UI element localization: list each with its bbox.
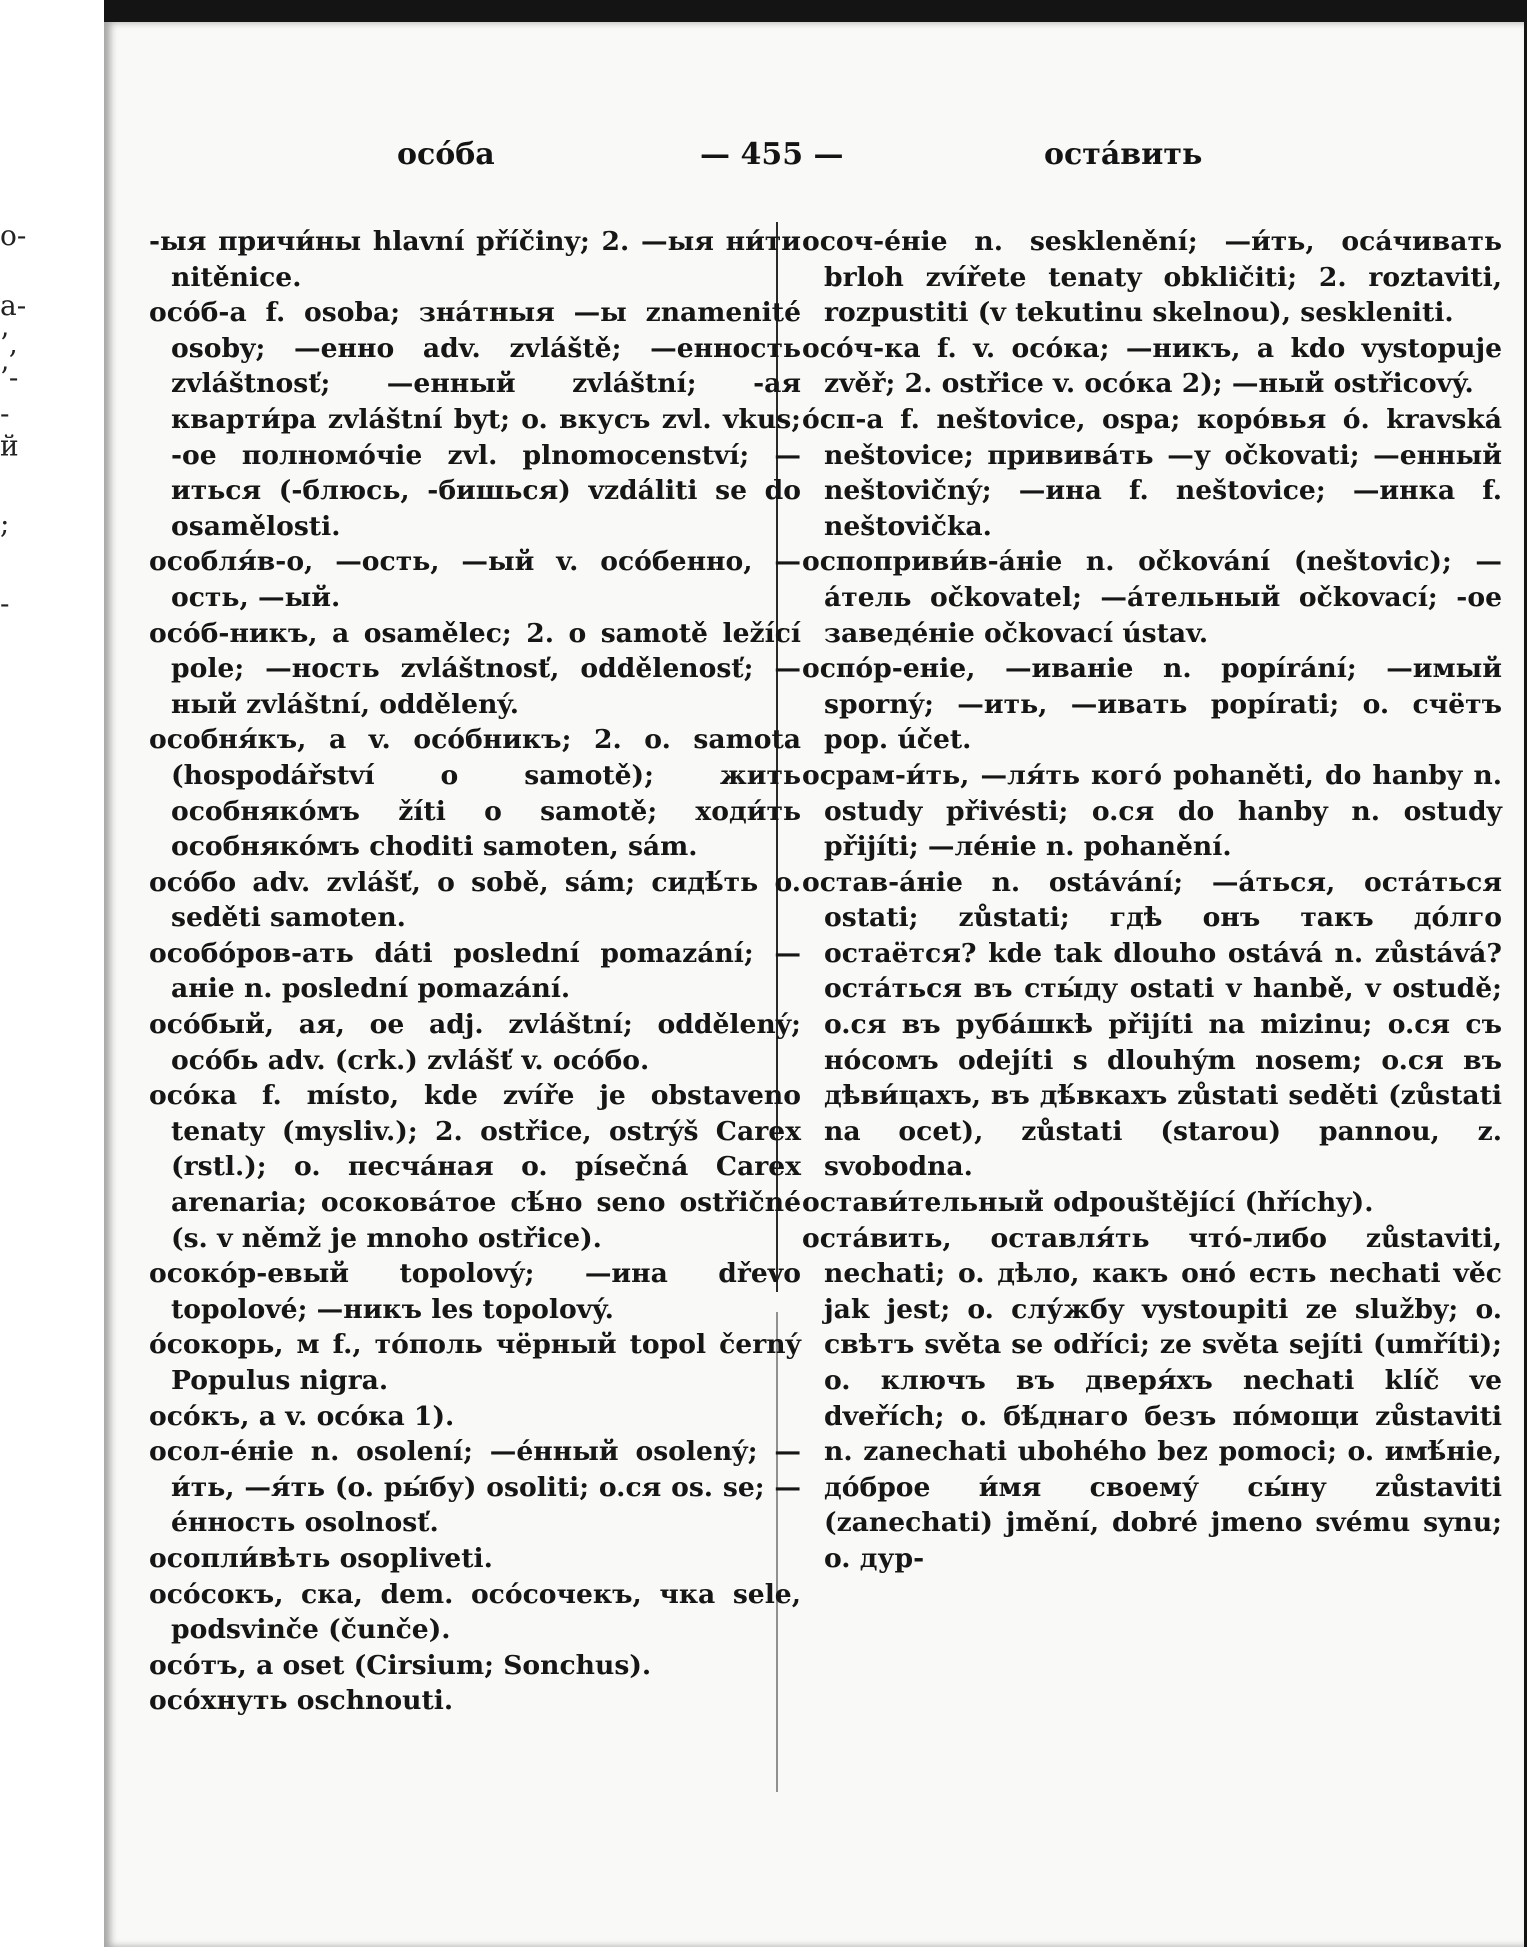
- margin-fragment: ;: [0, 507, 10, 540]
- dictionary-entry: осо́б-а f. osoba; зна́тныя —ы znamenité osoby; —енно adv. zvláště; —енность zvláštnosť; —енный zvláštní; -ая кварти́ра zvláštní byt; o. вкусъ zvl. vkus; -ое полномо́чіе zvl. plnomocenství; —иться (-блюсь, -бишься) vzdáliti se do osamělosti.: [149, 297, 801, 542]
- margin-fragment: ’,: [0, 327, 18, 360]
- dictionary-entry: осоч-е́ніе n. sesklenění; —и́ть, оса́чивать brloh zvířete tenaty obkličiti; 2. roztaviti, rozpustiti (v tekutinu skelnou), seskleniti.: [802, 226, 1502, 329]
- margin-fragment: o-: [0, 219, 27, 252]
- dictionary-entry: осо́бо adv. zvlášť, o sobě, sám; сидѣ́ть o. seděti samoten.: [149, 866, 801, 934]
- dictionary-entry: осол-е́ніе n. osolení; —е́нный osolený; —и́ть, —я́ть (o. ры́бу) osoliti; o.ся os. se; —е́нность osolnosť.: [149, 1436, 801, 1539]
- dictionary-entry: осо́бый, ая, ое adj. zvláštní; oddělený; осо́бь adv. (crk.) zvlášť v. осо́бо.: [149, 1009, 801, 1076]
- dictionary-entry: осо́хнуть oschnouti.: [149, 1685, 454, 1717]
- header-first-word: осо́ба: [397, 137, 495, 172]
- dictionary-entry: осо́къ, a v. осо́ка 1).: [149, 1400, 455, 1432]
- margin-fragment: -: [0, 397, 10, 430]
- dictionary-entry: особо́ров-ать dáti poslední pomazání; —аніе n. poslední pomazání.: [149, 937, 801, 1005]
- dictionary-entry: о́сп-а f. neštovice, ospa; коро́вья о́. kravská neštovice; прививáть —у očkovati; —енный neštovičný; —ина f. neštovice; —инка f. neštovička.: [802, 403, 1502, 542]
- dictionary-entry: осо́б-никъ, a osamělec; 2. o samotě ležící pole; —ность zvláštnosť, oddělenosť; —ный zvláštní, oddělený.: [149, 617, 801, 720]
- dictionary-entry: осо́сокъ, ска, dem. осо́сочекъ, чка sele, podsvinče (čunče).: [149, 1578, 801, 1646]
- right-column: [802, 224, 1502, 1577]
- dictionary-page: [104, 22, 1524, 1947]
- previous-page-edge: [0, 0, 104, 1947]
- dictionary-entry: осоко́р-евый topolový; —ина dřevo topolové; —никъ les topolový.: [149, 1258, 801, 1325]
- dictionary-entry: особля́в-о, —ость, —ый v. осо́бенно, —ость, —ый.: [149, 546, 801, 613]
- left-column: [149, 224, 801, 1719]
- margin-fragment: a-: [0, 289, 27, 322]
- dictionary-entry: осрам-и́ть, —ля́ть кого́ pohaněti, do hanby n. ostudy přivésti; o.ся do hanby n. ostudy přijíti; —ле́ніе n. pohanění.: [802, 759, 1502, 863]
- dictionary-entry: особня́къ, a v. осо́бникъ; 2. o. samota (hospodářství o samotě); жить особняко́мъ žíti o samotě; ходи́ть особняко́мъ choditi samoten, sám.: [149, 724, 801, 863]
- dictionary-entry: -ыя причи́ны hlavní příčiny; 2. —ыя ни́ти nitěnice.: [149, 226, 801, 293]
- dictionary-entry: оспоприви́в-а́ніе n. očkování (neštovic); —а́тель očkovatel; —а́тельный očkovací; -ое заведе́ніе očkovací ústav.: [802, 546, 1502, 649]
- page-number: — 455 —: [700, 137, 844, 172]
- header-last-word: оста́вить: [1044, 137, 1203, 172]
- dictionary-entry: осо́ч-ка f. v. осо́ка; —никъ, a kdo vystopuje zvěř; 2. ostřice v. осо́ка 2); —ный ostřicový.: [802, 332, 1502, 400]
- margin-fragment: ’-: [0, 361, 19, 394]
- dictionary-entry: осо́ка f. místo, kde zvíře je obstaveno tenaty (mysliv.); 2. ostřice, ostrýš Carex (rstl.); o. песча́ная o. písečná Carex arenaria; осокова́тое сѣ́но seno ostřičné (s. v němž je mnoho ostřice).: [149, 1080, 801, 1254]
- running-header: [104, 137, 1524, 187]
- dictionary-entry: остав-а́ніе n. ostávání; —а́ться, оста́ться ostati; zůstati; гдѣ онъ такъ до́лго остаётся? kde tak dlouho ostává n. zůstává? оста́ться въ сты́ду ostati v hanbě, v ostudě; o.ся въ руба́шкѣ přijíti na mizinu; o.ся съ но́сомъ odejíti s dlouhým nosem; o.ся въ дѣви́цахъ, въ дѣ́вкахъ zůstati seděti (zůstati na ocet), zůstati (starou) pannou, z. svobodna.: [802, 866, 1502, 1183]
- margin-fragment: -: [0, 587, 10, 620]
- dictionary-entry: осопли́вѣть osopliveti.: [149, 1542, 493, 1574]
- dictionary-entry: оста́вить, оставля́ть что́-либо zůstaviti, nechati; o. дѣло, какъ оно́ есть nechati věc jak jest; o. слу́жбу vystoupiti ze služby; o. свѣтъ světa se odříci; ze světa sejíti (umříti); o. ключъ въ дверя́хъ nechati klíč ve dveřích; o. бѣ́днаго безъ по́мощи zůstaviti n. zanechati ubohého bez pomoci; o. имѣ́ніе, до́брое и́мя своему́ сы́ну zůstaviti (zanechati) jmění, dobré jmeno svému synu; o. дур-: [802, 1222, 1502, 1574]
- margin-fragment: й: [0, 429, 19, 462]
- dictionary-entry: осо́тъ, a oset (Cirsium; Sonchus).: [149, 1649, 652, 1681]
- dictionary-entry: оспо́р-еніе, —иваніе n. popírání; —имый sporný; —ить, —ивать popírati; o. счётъ pop. účet.: [802, 653, 1502, 756]
- dictionary-entry: остави́тельный odpouštějící (hříchy).: [802, 1187, 1374, 1219]
- dictionary-entry: о́сокорь, м f., то́поль чёрный topol černý Populus nigra.: [149, 1329, 801, 1396]
